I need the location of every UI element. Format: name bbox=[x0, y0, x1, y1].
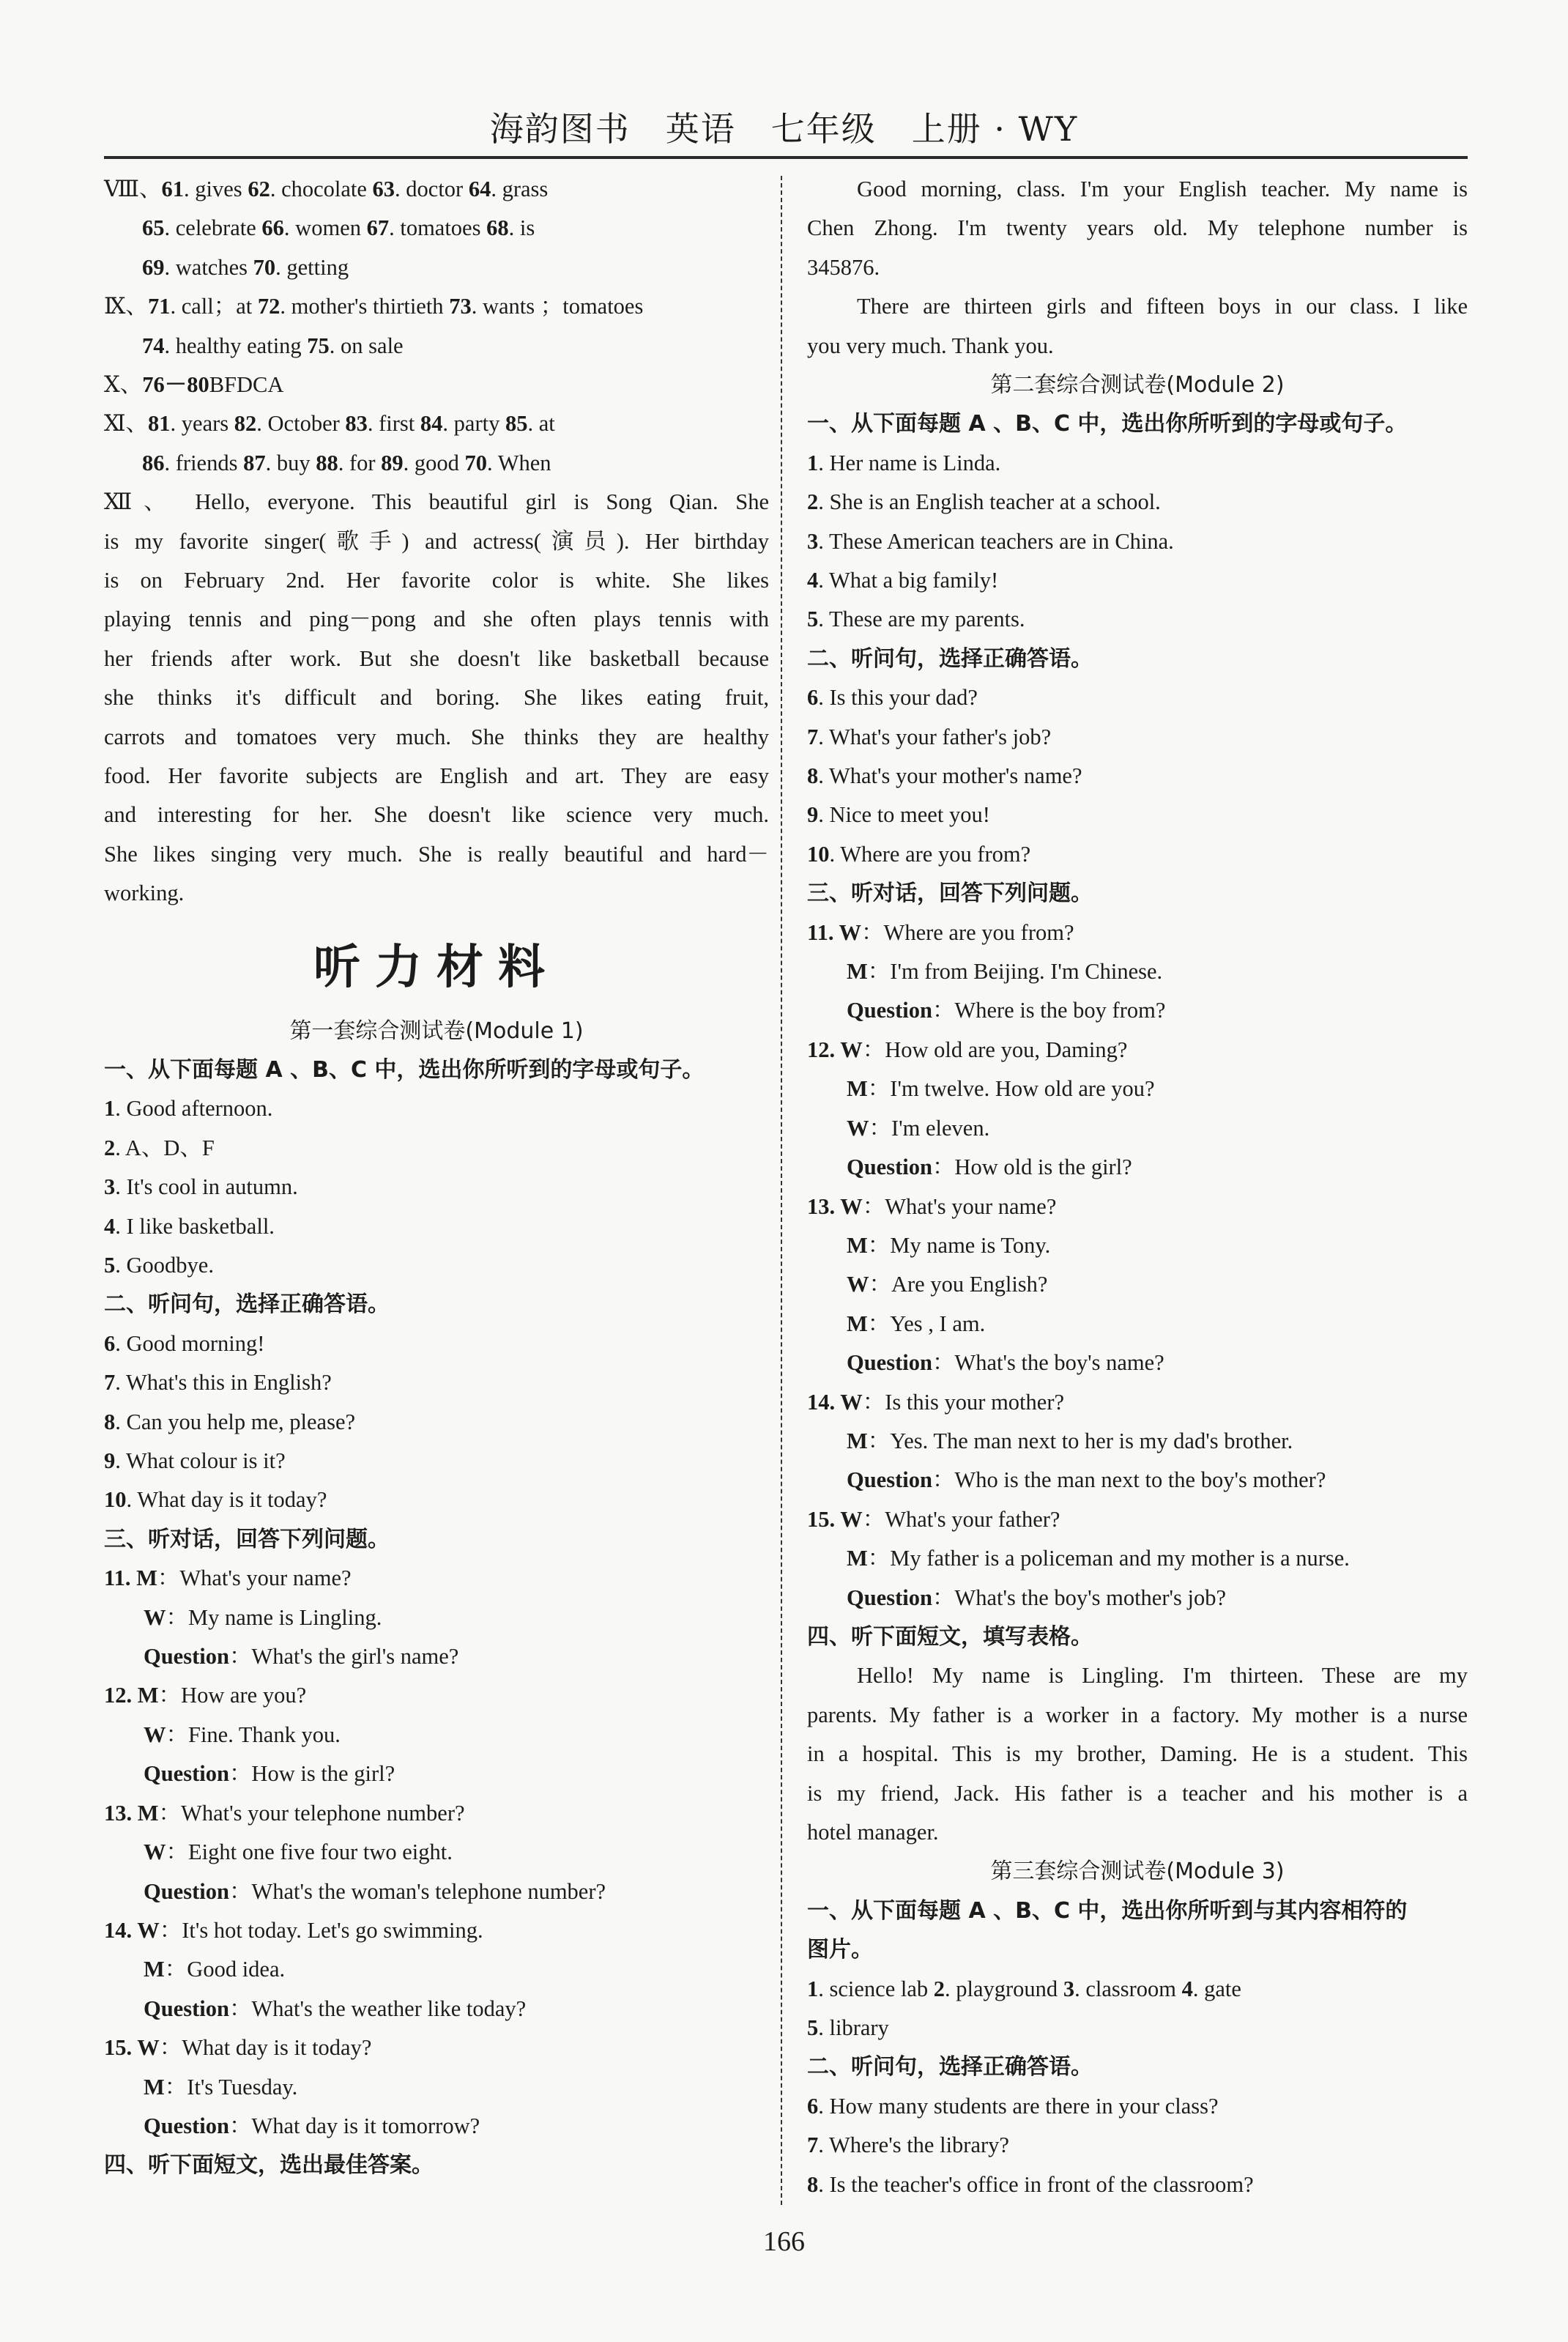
list-item bbox=[807, 2009, 1468, 2048]
answer-text: . When bbox=[487, 450, 551, 475]
item-text: . Nice to meet you! bbox=[818, 802, 990, 828]
speaker-label: M bbox=[847, 1311, 868, 1336]
set1-part3-title: 三、听对话，回答下列问题。 bbox=[104, 1526, 390, 1552]
list-item bbox=[807, 522, 1468, 561]
speaker-label: W bbox=[847, 1272, 869, 1297]
item-text: . What colour is it? bbox=[115, 1448, 286, 1474]
answer-number: 73 bbox=[449, 294, 472, 319]
list-item bbox=[807, 561, 1468, 600]
speaker-label: 12. W bbox=[807, 1037, 863, 1062]
item-text: . What's your father's job? bbox=[818, 724, 1052, 749]
answer-text: . call；at bbox=[170, 294, 258, 319]
dialogue-text: ：What day is it today? bbox=[159, 2035, 372, 2061]
dialogue-text: ：Is this your mother? bbox=[862, 1389, 1065, 1415]
answer-number: 88 bbox=[316, 450, 338, 475]
dialogue-text: ：Good idea. bbox=[164, 1957, 286, 1982]
answer-text: . getting bbox=[275, 254, 349, 280]
item-text: . What's this in English? bbox=[115, 1370, 332, 1396]
dialogue-line bbox=[104, 1833, 769, 1872]
dialogue-line bbox=[104, 1559, 769, 1598]
set3-part2-items bbox=[807, 2087, 1468, 2204]
item-number: 10 bbox=[104, 1487, 127, 1513]
dialogue-line bbox=[807, 1187, 1468, 1226]
item-text: . Good afternoon. bbox=[115, 1096, 273, 1122]
answer-text: . for bbox=[338, 450, 382, 475]
answer-row bbox=[104, 404, 769, 443]
answer-text: . October bbox=[256, 411, 346, 437]
answer-row bbox=[104, 327, 769, 366]
passage-line: Good morning, class. I'm your English teacher. My name is bbox=[857, 177, 1468, 201]
item-number: 3 bbox=[807, 528, 819, 554]
item-number: 6 bbox=[807, 685, 819, 711]
answer-number: 87 bbox=[243, 450, 266, 475]
speaker-label: W bbox=[144, 1839, 166, 1865]
item-text: . gate bbox=[1192, 1976, 1241, 2001]
speaker-label: Question bbox=[144, 1761, 229, 1787]
speaker-label: Question bbox=[847, 1585, 932, 1610]
answer-number: 75 bbox=[307, 333, 330, 358]
dialogue-text: ：What's the woman's telephone number? bbox=[228, 1878, 606, 1904]
dialogue-text: ：Where are you from? bbox=[861, 919, 1074, 945]
essay-line: working. bbox=[104, 881, 185, 906]
speaker-label: Question bbox=[144, 1644, 229, 1670]
answer-number: 62 bbox=[248, 177, 270, 201]
passage-line: Hello! My name is Lingling. I'm thirteen. These are my bbox=[857, 1663, 1468, 1689]
answer-text: . wants ；tomatoes bbox=[471, 294, 644, 319]
list-item bbox=[104, 1129, 769, 1168]
speaker-label: Question bbox=[144, 1995, 229, 2021]
dialogue-text: ：What's the girl's name? bbox=[228, 1644, 459, 1670]
dialogue-text: ：How are you? bbox=[158, 1683, 307, 1708]
answer-number: 71 bbox=[147, 294, 171, 319]
dialogue-line bbox=[807, 1031, 1468, 1070]
list-item bbox=[807, 444, 1468, 483]
set2-part4-passage bbox=[807, 1656, 1468, 1852]
answer-number: 72 bbox=[257, 294, 280, 319]
essay-line: her friends after work. But she doesn't like basketball because bbox=[104, 645, 769, 671]
item-text: . classroom bbox=[1074, 1976, 1182, 2001]
item-number: 10 bbox=[807, 841, 830, 867]
essay-line: food. Her favorite subjects are English and art. They are easy bbox=[104, 763, 769, 788]
list-item bbox=[104, 1403, 769, 1442]
dialogue-text: ：Eight one five four two eight. bbox=[166, 1839, 453, 1865]
set1-passage-paragraph-2 bbox=[807, 287, 1468, 366]
dialogue-text: ：My name is Lingling. bbox=[166, 1604, 382, 1630]
answer-number: 61 bbox=[161, 177, 185, 201]
dialogue-line bbox=[807, 952, 1468, 991]
answer-number: 85 bbox=[505, 411, 528, 437]
speaker-label: 15. W bbox=[807, 1506, 863, 1532]
item-number: 1 bbox=[807, 1976, 819, 2001]
item-text: . How many students are there in your class? bbox=[818, 2093, 1219, 2119]
answer-number: 70 bbox=[464, 450, 488, 475]
item-text: . I like basketball. bbox=[115, 1213, 275, 1239]
dialogue-line bbox=[807, 1461, 1468, 1500]
answer-row bbox=[104, 248, 769, 287]
answer-row bbox=[104, 209, 769, 248]
speaker-label: M bbox=[847, 1428, 868, 1453]
list-item bbox=[104, 1168, 769, 1207]
item-number: 3 bbox=[1063, 1976, 1075, 2001]
item-number: 7 bbox=[807, 724, 819, 749]
dialogue-text: ：Yes , I am. bbox=[867, 1311, 986, 1336]
set2-part3-title: 三、听对话，回答下列问题。 bbox=[807, 881, 1093, 907]
dialogue-text: ：How is the girl? bbox=[228, 1761, 395, 1787]
list-item bbox=[807, 600, 1468, 639]
dialogue-line bbox=[807, 1422, 1468, 1461]
dialogue-line bbox=[807, 1383, 1468, 1422]
dialogue-text: ：What's your father? bbox=[862, 1506, 1060, 1532]
answer-text: . mother's thirtieth bbox=[280, 294, 450, 319]
answer-number: 84 bbox=[420, 411, 443, 437]
speaker-label: M bbox=[847, 1076, 868, 1102]
set1-part4-title: 四、听下面短文，选出最佳答案。 bbox=[104, 2152, 434, 2179]
right-column bbox=[807, 170, 1468, 2204]
set1-title: 第一套综合测试卷(Module 1) bbox=[289, 1018, 584, 1044]
passage-line: in a hospital. This is my brother, Daming. He is a student. This bbox=[807, 1741, 1468, 1767]
item-text: . playground bbox=[945, 1976, 1063, 2001]
item-number: 8 bbox=[104, 1409, 116, 1434]
dialogue-line bbox=[807, 1148, 1468, 1187]
answer-number: 89 bbox=[381, 450, 404, 475]
dialogue-text: ：Fine. Thank you. bbox=[166, 1722, 341, 1747]
essay-line: playing tennis and ping－pong and she often plays tennis with bbox=[104, 607, 769, 632]
left-column bbox=[104, 170, 769, 2185]
item-text: . Is this your dad? bbox=[818, 685, 978, 711]
set3-part1-title-line-2: 图片。 bbox=[807, 1937, 873, 1963]
answer-key bbox=[104, 170, 769, 483]
passage-line: Chen Zhong. I'm twenty years old. My telephone number is bbox=[807, 215, 1468, 241]
answer-text: . doctor bbox=[395, 177, 469, 201]
page-number: 166 bbox=[763, 2226, 805, 2257]
item-number: 6 bbox=[807, 2093, 819, 2119]
speaker-label: W bbox=[847, 1115, 869, 1141]
set2-part2-title: 二、听问句，选择正确答语。 bbox=[807, 645, 1093, 672]
list-item bbox=[807, 835, 1468, 874]
set2-title: 第二套综合测试卷(Module 2) bbox=[990, 371, 1285, 398]
dialogue-text: ：What's your telephone number? bbox=[158, 1800, 465, 1826]
dialogue-line bbox=[104, 1598, 769, 1637]
essay-line: She likes singing very much. She is really beautiful and hard－ bbox=[104, 841, 769, 867]
essay-line: she thinks it's difficult and boring. She likes eating fruit, bbox=[104, 685, 769, 711]
set2-part2-items bbox=[807, 678, 1468, 874]
dialogue-line bbox=[104, 1716, 769, 1754]
set2-part1-items bbox=[807, 444, 1468, 640]
speaker-label: Question bbox=[847, 998, 932, 1023]
listening-materials-title: 听力材料 bbox=[313, 939, 560, 995]
item-number: 2 bbox=[933, 1976, 945, 2001]
answer-text: . women bbox=[283, 215, 367, 241]
answer-number: 65 bbox=[142, 215, 165, 241]
list-item bbox=[104, 1363, 769, 1402]
dialogue-line bbox=[807, 1070, 1468, 1108]
dialogue-line bbox=[104, 1676, 769, 1715]
answer-row bbox=[104, 366, 769, 404]
dialogue-line bbox=[807, 991, 1468, 1030]
dialogue-line bbox=[104, 2068, 769, 2107]
essay-line: and interesting for her. She doesn't like science very much. bbox=[104, 802, 769, 828]
speaker-label: Question bbox=[144, 1878, 229, 1904]
dialogue-line bbox=[807, 914, 1468, 952]
dialogue-text: ：I'm from Beijing. I'm Chinese. bbox=[867, 959, 1163, 985]
answer-text: . first bbox=[367, 411, 420, 437]
speaker-label: M bbox=[847, 959, 868, 985]
answer-text: BFDCA bbox=[209, 372, 284, 398]
answer-text: . grass bbox=[491, 177, 549, 201]
item-text: . It's cool in autumn. bbox=[115, 1174, 298, 1200]
answer-text: . buy bbox=[265, 450, 316, 475]
set3-part1-items bbox=[807, 1970, 1468, 2048]
item-number: 5 bbox=[807, 607, 819, 632]
dialogue-text: ：Where is the boy from? bbox=[932, 998, 1166, 1023]
dialogue-text: ：Are you English? bbox=[869, 1272, 1048, 1297]
dialogue-text: ：It's Tuesday. bbox=[164, 2074, 298, 2100]
answer-number: 76－80 bbox=[142, 372, 209, 398]
item-number: 5 bbox=[807, 2015, 819, 2040]
speaker-label: W bbox=[144, 1722, 166, 1747]
set3-part2-title: 二、听问句，选择正确答语。 bbox=[807, 2054, 1093, 2080]
dialogue-line bbox=[807, 1265, 1468, 1304]
answer-text: . party bbox=[442, 411, 505, 437]
speaker-label: 11. M bbox=[104, 1565, 157, 1591]
dialogue-line bbox=[807, 1344, 1468, 1382]
answer-number: 82 bbox=[234, 411, 257, 437]
dialogue-line bbox=[104, 1754, 769, 1793]
speaker-label: M bbox=[847, 1232, 868, 1258]
answer-text: Ⅷ、 bbox=[104, 177, 162, 201]
list-item bbox=[807, 2126, 1468, 2165]
speaker-label: 14. W bbox=[807, 1389, 863, 1415]
answer-number: 64 bbox=[468, 177, 491, 201]
speaker-label: 11. W bbox=[807, 919, 862, 945]
passage-line: you very much. Thank you. bbox=[807, 333, 1054, 358]
dialogue-line bbox=[104, 1794, 769, 1833]
dialogue-line bbox=[104, 1990, 769, 2028]
list-item bbox=[807, 2087, 1468, 2126]
answer-number: 81 bbox=[148, 411, 171, 437]
answer-text: . at bbox=[527, 411, 555, 437]
dialogue-line bbox=[807, 1109, 1468, 1148]
answer-number: 67 bbox=[366, 215, 390, 241]
dialogue-text: ：What's the boy's name? bbox=[932, 1350, 1164, 1376]
item-number: 9 bbox=[807, 802, 819, 828]
speaker-label: Question bbox=[847, 1350, 932, 1376]
speaker-label: M bbox=[847, 1546, 868, 1571]
item-text: . Her name is Linda. bbox=[818, 450, 1001, 475]
answer-number: 68 bbox=[486, 215, 509, 241]
passage-line: parents. My father is a worker in a factory. My mother is a nurse bbox=[807, 1702, 1468, 1727]
list-item bbox=[807, 757, 1468, 796]
item-number: 4 bbox=[1181, 1976, 1193, 2001]
item-text: . Good morning! bbox=[115, 1330, 265, 1356]
item-number: 8 bbox=[807, 763, 819, 789]
answer-number: 69 bbox=[142, 254, 165, 280]
list-item bbox=[807, 796, 1468, 834]
speaker-label: W bbox=[144, 1604, 166, 1630]
item-number: 5 bbox=[104, 1253, 116, 1278]
item-text: . These are my parents. bbox=[818, 607, 1025, 632]
set1-part1-items bbox=[104, 1089, 769, 1285]
dialogue-line bbox=[807, 1500, 1468, 1539]
passage-line: There are thirteen girls and fifteen boys in our class. I like bbox=[857, 294, 1468, 319]
column-divider bbox=[781, 176, 782, 2205]
answer-text: . years bbox=[170, 411, 234, 437]
speaker-label: M bbox=[144, 1957, 165, 1982]
passage-line: hotel manager. bbox=[807, 1819, 939, 1845]
dialogue-line bbox=[104, 1637, 769, 1676]
answer-row bbox=[104, 170, 769, 209]
speaker-label: 15. W bbox=[104, 2035, 160, 2061]
item-number: 8 bbox=[807, 2171, 819, 2197]
item-text: . What's your mother's name? bbox=[818, 763, 1082, 789]
dialogue-line bbox=[104, 1911, 769, 1950]
item-number: 4 bbox=[807, 568, 819, 593]
list-item bbox=[104, 1324, 769, 1363]
item-number: 7 bbox=[104, 1370, 116, 1396]
item-text: . science lab bbox=[818, 1976, 934, 2001]
item-text: . Where's the library? bbox=[818, 2132, 1009, 2158]
list-item bbox=[807, 483, 1468, 522]
set1-passage-paragraph-1 bbox=[807, 170, 1468, 287]
dialogue-text: ：Yes. The man next to her is my dad's brother. bbox=[867, 1428, 1293, 1453]
answer-number: 63 bbox=[372, 177, 395, 201]
answer-text: . celebrate bbox=[164, 215, 262, 241]
item-number: 9 bbox=[104, 1448, 116, 1474]
speaker-label: M bbox=[144, 2074, 165, 2100]
answer-text: . good bbox=[403, 450, 465, 475]
answer-row bbox=[104, 444, 769, 483]
dialogue-text: ：I'm eleven. bbox=[869, 1115, 990, 1141]
item-text: . Can you help me, please? bbox=[115, 1409, 356, 1434]
header-rule bbox=[104, 156, 1468, 159]
answer-number: 70 bbox=[253, 254, 276, 280]
essay-line: is my favorite singer(歌手) and actress(演员). Her birthday bbox=[104, 528, 769, 554]
list-item bbox=[104, 1246, 769, 1285]
answer-text: . tomatoes bbox=[389, 215, 487, 241]
dialogue-text: ：What's the weather like today? bbox=[228, 1995, 527, 2021]
dialogue-line bbox=[807, 1579, 1468, 1617]
dialogue-line bbox=[104, 2107, 769, 2146]
item-number: 4 bbox=[104, 1213, 116, 1239]
dialogue-text: ：How old are you, Daming? bbox=[862, 1037, 1128, 1062]
dialogue-line bbox=[807, 1226, 1468, 1265]
set1-part3-dialogues bbox=[104, 1559, 769, 2146]
list-item bbox=[104, 1481, 769, 1519]
answer-number: 83 bbox=[345, 411, 368, 437]
answer-text: Ⅸ、 bbox=[104, 294, 148, 319]
list-item bbox=[807, 678, 1468, 717]
dialogue-line bbox=[104, 2028, 769, 2067]
dialogue-text: ：How old is the girl? bbox=[932, 1155, 1132, 1180]
item-number: 2 bbox=[104, 1135, 116, 1160]
list-item bbox=[807, 1970, 1468, 2009]
dialogue-text: ：What's your name? bbox=[862, 1193, 1057, 1219]
item-text: . Is the teacher's office in front of the classroom? bbox=[818, 2171, 1254, 2197]
answer-text: . gives bbox=[184, 177, 248, 201]
speaker-label: 13. W bbox=[807, 1193, 863, 1219]
answer-text: . on sale bbox=[329, 333, 404, 358]
answer-row bbox=[104, 287, 769, 326]
answer-number: 66 bbox=[261, 215, 284, 241]
set1-part1-title: 一、从下面每题 A 、B、C 中，选出你所听到的字母或句子。 bbox=[104, 1056, 705, 1083]
dialogue-text: ：My name is Tony. bbox=[867, 1232, 1051, 1258]
dialogue-line bbox=[104, 1872, 769, 1911]
answer-number: 74 bbox=[142, 333, 165, 358]
answer-text: . chocolate bbox=[270, 177, 373, 201]
dialogue-text: ：It's hot today. Let's go swimming. bbox=[159, 1917, 483, 1943]
dialogue-line bbox=[104, 1950, 769, 1989]
item-text: . library bbox=[818, 2015, 889, 2040]
list-item bbox=[104, 1442, 769, 1481]
passage-line: 345876. bbox=[807, 254, 880, 280]
list-item bbox=[807, 718, 1468, 757]
dialogue-line bbox=[807, 1305, 1468, 1344]
dialogue-text: ：What day is it tomorrow? bbox=[228, 2113, 480, 2138]
list-item bbox=[104, 1207, 769, 1246]
answer-text: Ⅹ、 bbox=[104, 372, 143, 398]
speaker-label: Question bbox=[847, 1155, 932, 1180]
essay-line: is on February 2nd. Her favorite color is white. She likes bbox=[104, 568, 769, 593]
set3-part1-title-line-1: 一、从下面每题 A 、B、C 中，选出你所听到与其内容相符的 bbox=[807, 1897, 1408, 1924]
item-text: . She is an English teacher at a school. bbox=[818, 489, 1161, 515]
dialogue-text: ：I'm twelve. How old are you? bbox=[867, 1076, 1155, 1102]
item-text: . These American teachers are in China. bbox=[818, 528, 1174, 554]
item-text: . What day is it today? bbox=[126, 1487, 327, 1513]
set2-part4-title: 四、听下面短文，填写表格。 bbox=[807, 1623, 1093, 1650]
set2-part3-dialogues bbox=[807, 914, 1468, 1617]
answer-text: Ⅺ、 bbox=[104, 411, 149, 437]
set1-part2-title: 二、听问句，选择正确答语。 bbox=[104, 1292, 390, 1318]
item-number: 1 bbox=[807, 450, 819, 475]
dialogue-text: ：What's your name? bbox=[157, 1565, 352, 1591]
dialogue-text: ：My father is a policeman and my mother is a nurse. bbox=[867, 1546, 1350, 1571]
item-number: 1 bbox=[104, 1096, 116, 1122]
item-text: . What a big family! bbox=[818, 568, 999, 593]
speaker-label: 12. M bbox=[104, 1683, 159, 1708]
set1-part2-items bbox=[104, 1324, 769, 1520]
answer-text: . watches bbox=[164, 254, 253, 280]
item-text: . Goodbye. bbox=[115, 1253, 214, 1278]
list-item bbox=[104, 1089, 769, 1128]
item-number: 2 bbox=[807, 489, 819, 515]
answer-text: . healthy eating bbox=[164, 333, 308, 358]
item-number: 6 bbox=[104, 1330, 116, 1356]
item-text: . Where are you from? bbox=[829, 841, 1031, 867]
speaker-label: 13. M bbox=[104, 1800, 159, 1826]
dialogue-text: ：What's the boy's mother's job? bbox=[932, 1585, 1226, 1610]
speaker-label: Question bbox=[847, 1467, 932, 1493]
page-header-title: 海韵图书 英语 七年级 上册 · WY bbox=[489, 109, 1079, 149]
answer-text: . is bbox=[508, 215, 535, 241]
set3-title: 第三套综合测试卷(Module 3) bbox=[990, 1859, 1285, 1885]
speaker-label: 14. W bbox=[104, 1917, 160, 1943]
item-text: . A、D、F bbox=[115, 1135, 215, 1160]
list-item bbox=[807, 2165, 1468, 2204]
item-number: 7 bbox=[807, 2132, 819, 2158]
answer-text: . friends bbox=[164, 450, 244, 475]
set2-part1-title: 一、从下面每题 A 、B、C 中，选出你所听到的字母或句子。 bbox=[807, 411, 1408, 437]
essay-answer bbox=[104, 483, 769, 913]
essay-line: carrots and tomatoes very much. She thinks they are healthy bbox=[104, 724, 769, 749]
answer-number: 86 bbox=[142, 450, 165, 475]
dialogue-text: ：Who is the man next to the boy's mother? bbox=[932, 1467, 1326, 1493]
passage-line: is my friend, Jack. His father is a teacher and his mother is a bbox=[807, 1780, 1468, 1806]
dialogue-line bbox=[807, 1539, 1468, 1578]
essay-line: Ⅻ、 Hello, everyone. This beautiful girl is Song Qian. She bbox=[104, 489, 769, 515]
speaker-label: Question bbox=[144, 2113, 229, 2138]
item-number: 3 bbox=[104, 1174, 116, 1200]
